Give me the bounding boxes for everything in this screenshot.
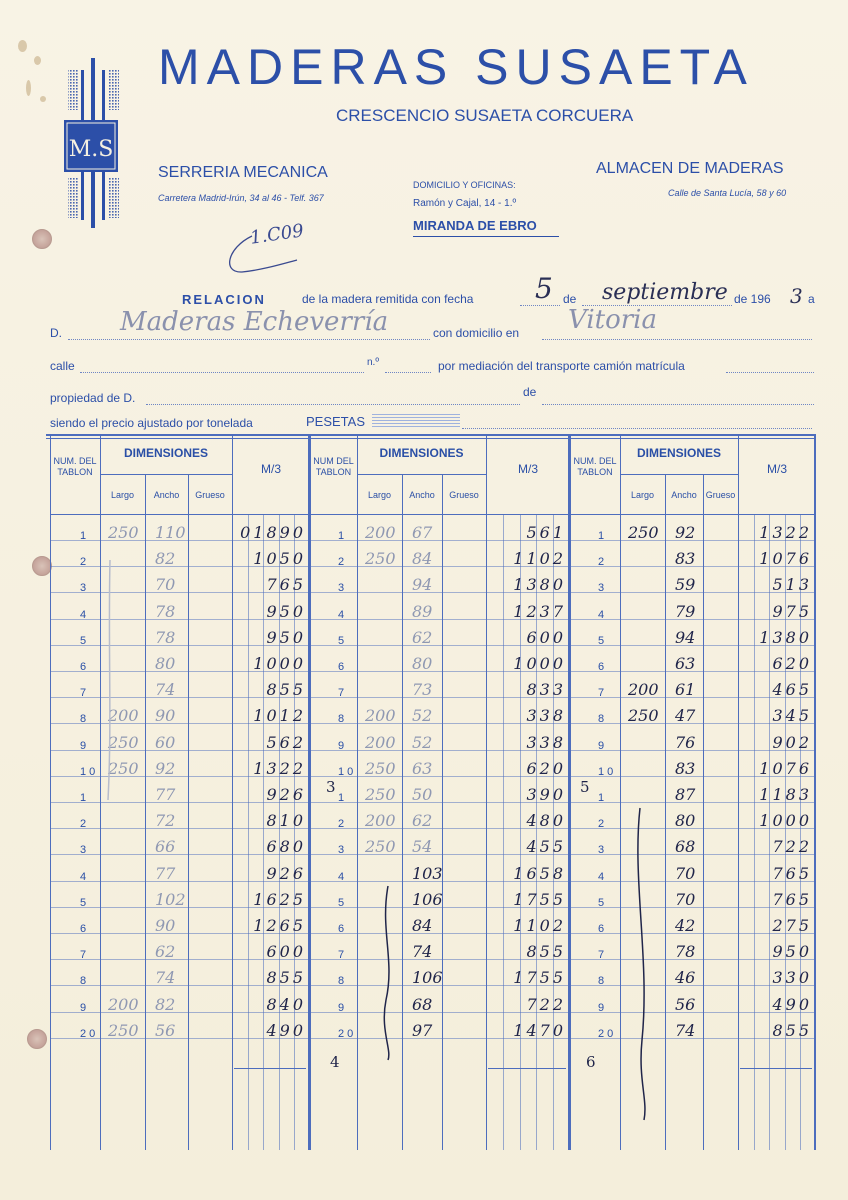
largo-value[interactable]: 250: [628, 523, 659, 542]
ancho-value[interactable]: 82: [155, 994, 176, 1014]
row-number: 3: [80, 844, 87, 857]
ancho-value[interactable]: 78: [675, 942, 696, 962]
dimensiones-header: DIMENSIONES: [379, 446, 464, 460]
m3-value[interactable]: 490: [772, 994, 812, 1014]
ancho-value[interactable]: 68: [675, 837, 696, 857]
m3-value[interactable]: 975: [772, 601, 812, 621]
m3-value[interactable]: 330: [772, 968, 812, 988]
row-number: 8: [80, 713, 87, 726]
ancho-header: Ancho: [671, 490, 697, 500]
ancho-value[interactable]: 106: [412, 889, 443, 909]
ancho-header: Ancho: [409, 490, 435, 500]
row-number: 4: [338, 608, 345, 621]
ancho-value[interactable]: 83: [675, 758, 696, 778]
n-label: n.º: [367, 357, 379, 368]
largo-value[interactable]: 250: [365, 785, 396, 804]
m3-value[interactable]: 950: [266, 627, 306, 647]
m3-value[interactable]: 600: [526, 627, 566, 647]
m3-value[interactable]: 1322: [253, 758, 306, 778]
company-title: MADERAS SUSAETA: [158, 39, 754, 95]
m3-value[interactable]: 1076: [759, 758, 812, 778]
row-number: 4: [338, 870, 345, 883]
ancho-value[interactable]: 52: [412, 732, 433, 752]
m3-value[interactable]: 561: [526, 523, 566, 542]
ancho-value[interactable]: 92: [675, 523, 696, 542]
ancho-value[interactable]: 62: [155, 942, 176, 962]
m3-value[interactable]: 620: [772, 654, 812, 673]
m3-value[interactable]: 338: [526, 706, 566, 726]
ancho-value[interactable]: 84: [412, 549, 433, 569]
date-month-field[interactable]: septiembre: [602, 280, 728, 305]
ancho-value[interactable]: 56: [155, 1020, 176, 1040]
ancho-value[interactable]: 63: [675, 654, 696, 673]
row-number: 2 0: [80, 1027, 96, 1040]
ancho-value[interactable]: 46: [675, 968, 696, 988]
row-number: 4: [598, 870, 605, 883]
largo-value[interactable]: 200: [628, 680, 659, 700]
domicilio-label: DOMICILIO Y OFICINAS:: [413, 180, 516, 190]
relacion-text: de la madera remitida con fecha: [302, 292, 474, 306]
ancho-value[interactable]: 73: [412, 680, 433, 700]
m3-value[interactable]: 465: [772, 680, 812, 700]
m3-value[interactable]: 338: [526, 732, 566, 752]
calle-label: calle: [50, 359, 75, 373]
largo-value[interactable]: 200: [108, 706, 139, 726]
de-year-label: de 196: [734, 292, 771, 306]
m3-value[interactable]: 345: [772, 706, 812, 726]
row-number: 3: [80, 582, 87, 595]
row-number: 4: [598, 608, 605, 621]
ancho-value[interactable]: 50: [412, 785, 433, 804]
m3-value[interactable]: 833: [526, 680, 566, 700]
ancho-value[interactable]: 63: [412, 758, 433, 778]
largo-value[interactable]: 200: [108, 994, 139, 1014]
margin-mark: 6: [586, 1053, 596, 1071]
row-number: 2: [598, 818, 605, 831]
ancho-value[interactable]: 106: [412, 968, 443, 988]
ancho-value[interactable]: 90: [155, 916, 176, 935]
ancho-value[interactable]: 80: [675, 811, 696, 831]
largo-header: Largo: [630, 490, 655, 500]
largo-value[interactable]: 200: [365, 523, 396, 542]
num-tablon-header: NUM. DEL TABLON: [573, 456, 617, 477]
ancho-value[interactable]: 87: [675, 785, 696, 804]
m3-value[interactable]: 855: [526, 942, 566, 962]
right-business-address: Calle de Santa Lucía, 58 y 60: [668, 188, 787, 198]
margin-mark: 3: [326, 778, 336, 796]
row-number: 7: [598, 687, 605, 700]
m3-value[interactable]: 680: [266, 837, 306, 857]
ancho-value[interactable]: 103: [412, 863, 443, 883]
m3-value[interactable]: 722: [772, 837, 812, 857]
m3-value[interactable]: 855: [772, 1020, 812, 1040]
m3-value[interactable]: 765: [772, 889, 812, 909]
left-business-title: SERRERIA MECANICA: [158, 164, 328, 181]
ancho-value[interactable]: 66: [155, 837, 176, 857]
margin-mark: 5: [580, 778, 590, 796]
ancho-value[interactable]: 102: [155, 889, 186, 909]
m3-value[interactable]: 765: [772, 863, 812, 883]
largo-value[interactable]: 250: [108, 758, 139, 778]
ancho-value[interactable]: 89: [412, 601, 433, 621]
ancho-value[interactable]: 74: [155, 968, 176, 988]
m3-value[interactable]: 1000: [253, 654, 306, 673]
m3-value[interactable]: 1000: [513, 654, 566, 673]
m3-value[interactable]: 562: [266, 732, 306, 752]
row-number: 9: [338, 1001, 345, 1014]
row-number: 9: [338, 739, 345, 752]
m3-value[interactable]: 1237: [513, 601, 566, 621]
largo-value[interactable]: 200: [365, 706, 396, 726]
propiedad-label: propiedad de D.: [50, 391, 136, 405]
row-number: 1: [598, 792, 605, 804]
date-day-field[interactable]: 5: [535, 272, 553, 305]
row-number: 4: [80, 870, 87, 883]
row-number: 7: [338, 949, 345, 962]
row-number: 5: [338, 634, 345, 647]
largo-value[interactable]: 250: [365, 549, 396, 569]
ancho-value[interactable]: 78: [155, 601, 176, 621]
m3-header: M/3: [766, 462, 787, 476]
m3-value[interactable]: 1755: [513, 889, 566, 909]
m3-value[interactable]: 1000: [759, 811, 812, 831]
d-label: D.: [50, 326, 62, 340]
m3-value[interactable]: 1322: [759, 523, 812, 542]
ancho-value[interactable]: 74: [155, 680, 176, 700]
dimensiones-header: DIMENSIONES: [123, 446, 208, 460]
largo-value[interactable]: 250: [108, 732, 139, 752]
row-number: 1: [338, 792, 345, 804]
row-number: 2 0: [598, 1027, 614, 1040]
m3-value[interactable]: 855: [266, 968, 306, 988]
ancho-value[interactable]: 60: [155, 732, 176, 752]
ancho-value[interactable]: 78: [155, 627, 176, 647]
grueso-header: Grueso: [705, 490, 736, 500]
m3-value[interactable]: 1183: [759, 785, 812, 804]
ancho-value[interactable]: 74: [412, 942, 433, 962]
pencil-stroke: [108, 560, 110, 800]
m3-value[interactable]: 765: [266, 575, 306, 595]
m3-value[interactable]: 926: [266, 863, 306, 883]
row-number: 5: [598, 634, 605, 647]
row-number: 6: [80, 923, 87, 935]
row-number: 8: [338, 975, 345, 988]
ancho-value[interactable]: 70: [675, 889, 696, 909]
m3-value[interactable]: 1076: [759, 549, 812, 569]
m3-value[interactable]: 722: [526, 994, 566, 1014]
m3-value[interactable]: 1658: [513, 863, 566, 883]
ancho-value[interactable]: 83: [675, 549, 696, 569]
logo-text: M.S: [68, 137, 114, 162]
date-year-field[interactable]: 3: [790, 284, 803, 308]
ancho-header: Ancho: [153, 490, 180, 500]
ancho-value[interactable]: 74: [675, 1020, 696, 1040]
relacion-label: RELACION: [182, 292, 266, 307]
row-number: 6: [598, 661, 605, 673]
transport-text: por mediación del transporte camión matrícula: [438, 359, 685, 373]
row-number: 6: [338, 923, 345, 935]
largo-value[interactable]: 250: [365, 837, 396, 857]
ancho-value[interactable]: 72: [155, 811, 176, 831]
row-number: 1: [80, 792, 87, 804]
ancho-value[interactable]: 70: [155, 575, 176, 595]
ancho-value[interactable]: 82: [155, 549, 176, 569]
ancho-value[interactable]: 77: [155, 863, 176, 883]
precio-text: siendo el precio ajustado por tonelada: [50, 416, 253, 430]
largo-value[interactable]: 250: [628, 706, 659, 726]
m3-header: M/3: [260, 462, 281, 476]
owner-name: CRESCENCIO SUSAETA CORCUERA: [336, 106, 634, 125]
row-number: 7: [598, 949, 605, 962]
ancho-value[interactable]: 56: [675, 994, 696, 1014]
largo-value[interactable]: 250: [108, 1020, 139, 1040]
m3-value[interactable]: 01890: [240, 523, 306, 542]
row-number: 2: [598, 556, 605, 569]
bracket-left: [384, 886, 389, 1060]
dimensiones-header: DIMENSIONES: [636, 446, 721, 460]
row-number: 1 0: [338, 765, 354, 778]
ancho-value[interactable]: 97: [412, 1020, 433, 1040]
row-number: 5: [80, 896, 87, 909]
largo-value[interactable]: 200: [365, 732, 396, 752]
m3-value[interactable]: 1755: [513, 968, 566, 988]
m3-value[interactable]: 1470: [513, 1020, 566, 1040]
right-business-title: ALMACEN DE MADERAS: [596, 160, 784, 177]
row-number: 3: [598, 844, 605, 857]
ancho-value[interactable]: 80: [155, 654, 176, 673]
bracket-right: [638, 808, 645, 1120]
ancho-value[interactable]: 80: [412, 654, 433, 673]
grueso-header: Grueso: [195, 490, 225, 500]
ancho-value[interactable]: 67: [412, 523, 433, 542]
m3-value[interactable]: 455: [526, 837, 566, 857]
row-number: 1: [338, 530, 345, 542]
row-number: 8: [598, 975, 605, 988]
row-number: 1 0: [598, 765, 614, 778]
m3-value[interactable]: 620: [526, 758, 566, 778]
m3-value[interactable]: 950: [772, 942, 812, 962]
row-number: 8: [80, 975, 87, 988]
m3-value[interactable]: 810: [266, 811, 306, 831]
row-number: 1 0: [80, 765, 96, 778]
ancho-value[interactable]: 77: [155, 785, 176, 804]
row-number: 8: [338, 713, 345, 726]
ancho-value[interactable]: 42: [675, 916, 696, 935]
ancho-value[interactable]: 54: [412, 837, 433, 857]
row-number: 3: [338, 844, 345, 857]
domicilio-text: con domicilio en: [433, 326, 520, 340]
row-number: 7: [338, 687, 345, 700]
row-number: 5: [80, 634, 87, 647]
m3-value[interactable]: 1102: [513, 916, 566, 935]
left-business-address: Carretera Madrid-Irún, 34 al 46 - Telf. 367: [158, 193, 324, 203]
ancho-value[interactable]: 68: [412, 994, 433, 1014]
num-tablon-header: NUM. DEL TABLON: [53, 456, 97, 477]
row-number: 5: [598, 896, 605, 909]
ancho-value[interactable]: 94: [675, 627, 696, 647]
de-label-3: de: [523, 385, 537, 399]
ancho-value[interactable]: 84: [412, 916, 433, 935]
a-label: a: [808, 292, 815, 306]
domicilio-value-field[interactable]: Vitoria: [568, 305, 657, 335]
m3-value[interactable]: 950: [266, 601, 306, 621]
row-number: 5: [338, 896, 345, 909]
ancho-value[interactable]: 110: [155, 523, 186, 542]
ancho-value[interactable]: 61: [675, 680, 696, 700]
row-number: 1: [598, 530, 605, 542]
ancho-value[interactable]: 79: [675, 601, 696, 621]
m3-value[interactable]: 926: [266, 785, 306, 804]
m3-value[interactable]: 600: [266, 942, 306, 962]
row-number: 2: [80, 818, 87, 831]
row-number: 6: [80, 661, 87, 673]
largo-value[interactable]: 200: [365, 811, 396, 831]
domicilio-address: Ramón y Cajal, 14 - 1.º: [413, 198, 517, 209]
margin-mark: 4: [330, 1053, 340, 1071]
m3-value[interactable]: 513: [772, 575, 812, 595]
ancho-value[interactable]: 90: [155, 706, 176, 726]
city-name: MIRANDA DE EBRO: [413, 218, 537, 233]
m3-value[interactable]: 1625: [253, 889, 306, 909]
ancho-value[interactable]: 76: [675, 732, 696, 752]
de-label-1: de: [563, 292, 577, 306]
row-number: 2 0: [338, 1027, 354, 1040]
ancho-value[interactable]: 70: [675, 863, 696, 883]
row-number: 8: [598, 713, 605, 726]
m3-value[interactable]: 1050: [253, 549, 306, 569]
ancho-value[interactable]: 94: [412, 575, 433, 595]
m3-value[interactable]: 490: [266, 1020, 306, 1040]
row-number: 6: [338, 661, 345, 673]
row-number: 2: [80, 556, 87, 569]
ancho-value[interactable]: 52: [412, 706, 433, 726]
m3-value[interactable]: 390: [526, 785, 566, 804]
row-number: 9: [80, 739, 87, 752]
row-number: 7: [80, 949, 87, 962]
m3-value[interactable]: 480: [526, 811, 566, 831]
m3-value[interactable]: 1012: [253, 706, 306, 726]
m3-value[interactable]: 855: [266, 680, 306, 700]
row-number: 9: [80, 1001, 87, 1014]
row-number: 3: [598, 582, 605, 595]
row-number: 1: [80, 530, 87, 542]
m3-value[interactable]: 1102: [513, 549, 566, 569]
m3-header: M/3: [517, 462, 538, 476]
largo-header: Largo: [367, 490, 392, 500]
d-value-field[interactable]: Maderas Echeverría: [120, 307, 389, 337]
largo-header: Largo: [110, 490, 135, 500]
row-number: 2: [338, 818, 345, 831]
row-number: 2: [338, 556, 345, 569]
row-number: 4: [80, 608, 87, 621]
m3-value[interactable]: 1380: [513, 575, 566, 595]
row-number: 9: [598, 739, 605, 752]
m3-value[interactable]: 275: [772, 916, 812, 935]
largo-value[interactable]: 250: [365, 758, 396, 778]
ancho-value[interactable]: 62: [412, 811, 433, 831]
ancho-value[interactable]: 47: [675, 706, 696, 726]
row-number: 6: [598, 923, 605, 935]
num-tablon-header: NUM DEL TABLON: [313, 456, 354, 477]
m3-value[interactable]: 902: [772, 732, 812, 752]
ancho-value[interactable]: 92: [155, 758, 176, 778]
initial-scrawl: 1.C09: [248, 220, 306, 249]
m3-value[interactable]: 1265: [253, 916, 306, 935]
ancho-value[interactable]: 59: [675, 575, 696, 595]
m3-value[interactable]: 1380: [759, 627, 812, 647]
pesetas-label: PESETAS: [306, 414, 366, 429]
m3-value[interactable]: 840: [266, 994, 306, 1014]
row-number: 9: [598, 1001, 605, 1014]
row-number: 7: [80, 687, 87, 700]
largo-value[interactable]: 250: [108, 523, 139, 542]
ancho-value[interactable]: 62: [412, 627, 433, 647]
grueso-header: Grueso: [449, 490, 479, 500]
row-number: 3: [338, 582, 345, 595]
